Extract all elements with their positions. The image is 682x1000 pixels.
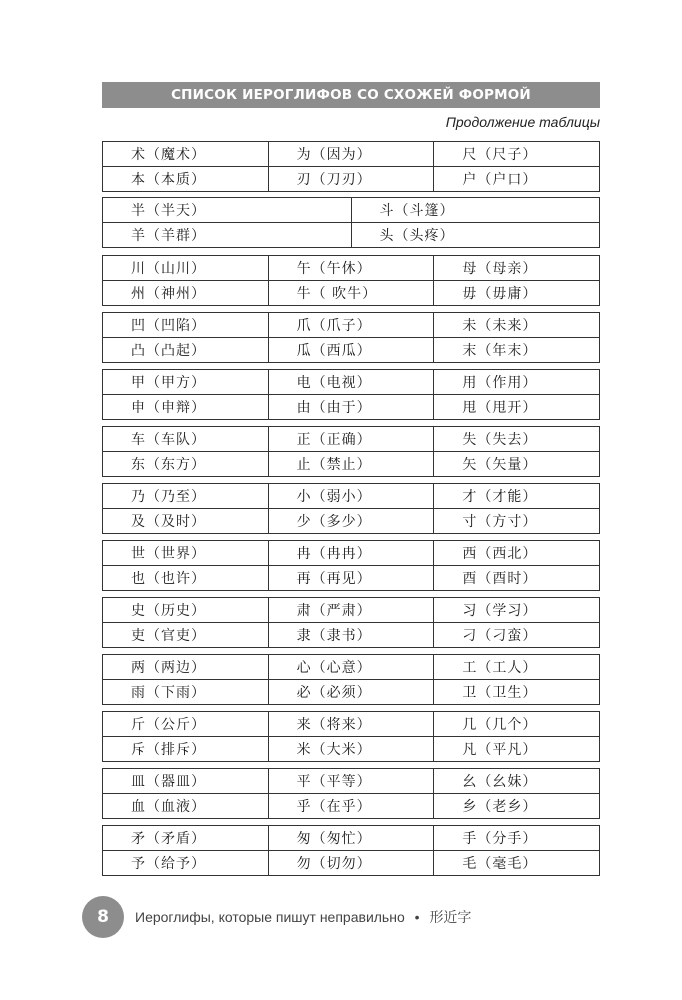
- table-row: [103, 427, 599, 451]
- table-row: [103, 565, 599, 590]
- table-cell: 习（学习）: [433, 598, 599, 622]
- table-cell: 西（西北）: [433, 541, 599, 565]
- table-group: [102, 312, 600, 363]
- running-footer: [135, 907, 471, 927]
- table-row: [103, 826, 599, 850]
- table-cell: 由（由于）: [268, 395, 434, 419]
- table-cell: 瓜（西瓜）: [268, 338, 434, 362]
- table-cell: 小（弱小）: [268, 484, 434, 508]
- table-row: [103, 508, 599, 533]
- table-cell: 心（心意）: [268, 655, 434, 679]
- page-number: 8: [97, 907, 109, 927]
- table-cell: 勿（切勿）: [268, 851, 434, 875]
- table-group: [102, 369, 600, 420]
- table-cell: 也（也许）: [131, 571, 206, 587]
- table-row: [103, 712, 599, 736]
- table-row: [103, 793, 599, 818]
- table-cell: 止（禁止）: [268, 452, 434, 476]
- table-row: [103, 142, 599, 166]
- table-cell: 申（申辩）: [131, 400, 206, 416]
- table-group: [102, 540, 600, 591]
- table-cell: 皿（器皿）: [131, 774, 206, 790]
- table-cell: 乎（在乎）: [268, 794, 434, 818]
- table-group: [102, 255, 600, 306]
- table-group: [102, 597, 600, 648]
- table-group: [102, 197, 600, 248]
- table-cell: 血（血液）: [131, 799, 206, 815]
- table-row: [103, 655, 599, 679]
- table-cell: 幺（幺妹）: [433, 769, 599, 793]
- table-cell: 尺（尺子）: [433, 142, 599, 166]
- table-cell: 户（户口）: [433, 167, 599, 191]
- banner-title: СПИСОК ИЕРОГЛИФОВ СО СХОЖЕЙ ФОРМОЙ: [171, 87, 531, 103]
- table-cell: 吏（官吏）: [131, 628, 206, 644]
- table-row: [103, 850, 599, 875]
- table-cell: 工（工人）: [433, 655, 599, 679]
- table-cell: 冉（冉冉）: [268, 541, 434, 565]
- section-banner: [102, 82, 600, 108]
- page-number-badge: [82, 896, 124, 938]
- table-row: [103, 256, 599, 280]
- table-row: [103, 313, 599, 337]
- table-group: [102, 654, 600, 705]
- table-cell: 刁（刁蛮）: [433, 623, 599, 647]
- table-cell: 来（将来）: [268, 712, 434, 736]
- table-cell: 凡（平凡）: [433, 737, 599, 761]
- table-cell: 寸（方寸）: [433, 509, 599, 533]
- table-row: [103, 598, 599, 622]
- table-row: [103, 370, 599, 394]
- footer-bullet: •: [414, 909, 420, 925]
- table-cell: 正（正确）: [268, 427, 434, 451]
- table-cell: 凸（凸起）: [131, 343, 206, 359]
- table-cell: 甲（甲方）: [131, 375, 206, 391]
- table-cell: 斗（斗篷）: [351, 198, 600, 222]
- table-cell: 毋（毋庸）: [433, 281, 599, 305]
- table-group: [102, 426, 600, 477]
- table-cell: 及（及时）: [131, 514, 206, 530]
- table-cell: 术（魔术）: [131, 147, 206, 163]
- table-cell: 半（半天）: [131, 203, 206, 219]
- table-row: [103, 541, 599, 565]
- table-row: [103, 679, 599, 704]
- table-cell: 羊（羊群）: [131, 228, 206, 244]
- table-cell: 毛（毫毛）: [433, 851, 599, 875]
- table-group: [102, 141, 600, 192]
- table-group: [102, 825, 600, 876]
- footer-book-title: Иероглифы, которые пишут неправильно: [135, 909, 405, 925]
- table-continuation-note: Продолжение таблицы: [445, 114, 600, 130]
- table-cell: 本（本质）: [131, 172, 206, 188]
- table-cell: 再（再见）: [268, 566, 434, 590]
- table-cell: 为（因为）: [268, 142, 434, 166]
- table-cell: 未（未来）: [433, 313, 599, 337]
- table-cell: 隶（隶书）: [268, 623, 434, 647]
- table-cell: 甩（甩开）: [433, 395, 599, 419]
- footer-chinese-title: 形近字: [429, 909, 472, 925]
- table-cell: 少（多少）: [268, 509, 434, 533]
- table-row: [103, 484, 599, 508]
- table-row: [103, 337, 599, 362]
- table-cell: 肃（严肃）: [268, 598, 434, 622]
- table-cell: 末（年末）: [433, 338, 599, 362]
- table-cell: 刃（刀刃）: [268, 167, 434, 191]
- table-cell: 匆（匆忙）: [268, 826, 434, 850]
- table-cell: 川（山川）: [131, 261, 206, 277]
- table-row: [103, 222, 599, 247]
- table-cell: 几（几个）: [433, 712, 599, 736]
- table-row: [103, 198, 599, 222]
- table-cell: 牛（ 吹牛）: [268, 281, 434, 305]
- table-cell: 失（失去）: [433, 427, 599, 451]
- table-cell: 两（两边）: [131, 660, 206, 676]
- table-row: [103, 166, 599, 191]
- table-group: [102, 483, 600, 534]
- table-cell: 斤（公斤）: [131, 717, 206, 733]
- table-cell: 爪（爪子）: [268, 313, 434, 337]
- table-cell: 米（大米）: [268, 737, 434, 761]
- table-cell: 用（作用）: [433, 370, 599, 394]
- table-cell: 东（东方）: [131, 457, 206, 473]
- table-cell: 凹（凹陷）: [131, 318, 206, 334]
- table-cell: 乡（老乡）: [433, 794, 599, 818]
- table-row: [103, 622, 599, 647]
- table-cell: 史（历史）: [131, 603, 206, 619]
- table-row: [103, 736, 599, 761]
- table-cell: 午（午休）: [268, 256, 434, 280]
- table-group: [102, 768, 600, 819]
- table-row: [103, 769, 599, 793]
- table-cell: 酉（酉时）: [433, 566, 599, 590]
- table-cell: 手（分手）: [433, 826, 599, 850]
- table-cell: 斥（排斥）: [131, 742, 206, 758]
- table-cell: 头（头疼）: [351, 223, 600, 247]
- table-cell: 才（才能）: [433, 484, 599, 508]
- table-cell: 州（神州）: [131, 286, 206, 302]
- table-cell: 予（给予）: [131, 856, 206, 872]
- table-row: [103, 451, 599, 476]
- table-cell: 雨（下雨）: [131, 685, 206, 701]
- table-group: [102, 711, 600, 762]
- table-cell: 乃（乃至）: [131, 489, 206, 505]
- table-cell: 卫（卫生）: [433, 680, 599, 704]
- table-cell: 母（母亲）: [433, 256, 599, 280]
- table-cell: 电（电视）: [268, 370, 434, 394]
- table-cell: 平（平等）: [268, 769, 434, 793]
- table-cell: 必（必须）: [268, 680, 434, 704]
- table-row: [103, 394, 599, 419]
- table-cell: 矛（矛盾）: [131, 831, 206, 847]
- table-cell: 车（车队）: [131, 432, 206, 448]
- table-cell: 世（世界）: [131, 546, 206, 562]
- table-cell: 矢（矢量）: [433, 452, 599, 476]
- table-row: [103, 280, 599, 305]
